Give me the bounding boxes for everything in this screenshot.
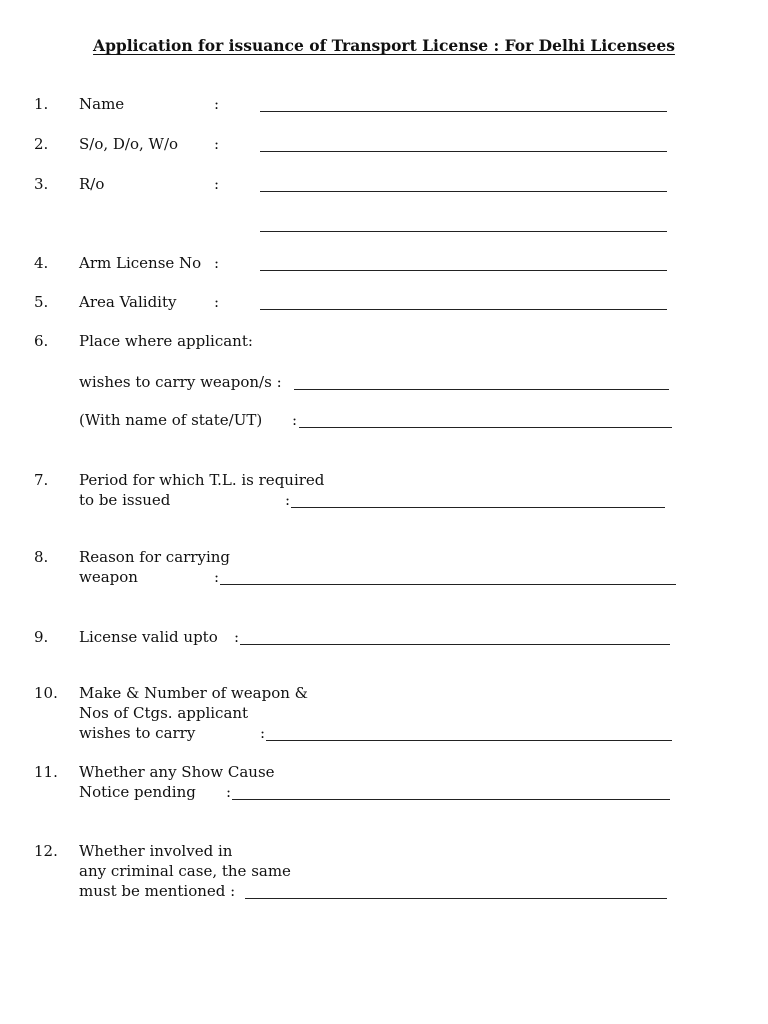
item-label-residence: R/o [79, 175, 105, 193]
item-label-arm-license-no: Arm License No [79, 254, 202, 272]
item-number: 4. [34, 254, 49, 272]
item-label-criminal-case-line-3: must be mentioned : [79, 882, 236, 900]
item-label-relation: S/o, D/o, W/o [79, 135, 179, 153]
item-label-make-number: Make & Number of weapon & [79, 684, 309, 702]
colon: : [285, 491, 291, 509]
item-number: 11. [34, 763, 58, 781]
item-number: 2. [34, 135, 49, 153]
make-number-field[interactable] [266, 740, 672, 741]
form-title: Application for issuance of Transport License : For Delhi Licensees [93, 36, 675, 55]
colon: : [214, 175, 220, 193]
residence-field[interactable] [260, 191, 667, 192]
license-valid-field[interactable] [240, 644, 670, 645]
item-label-name: Name [79, 95, 125, 113]
item-label-area-validity: Area Validity [79, 293, 177, 311]
item-label-make-number-line-3: wishes to carry [79, 724, 196, 742]
item-number: 3. [34, 175, 49, 193]
name-field[interactable] [260, 111, 667, 112]
item-label-place-line-3: (With name of state/UT) [79, 411, 263, 429]
show-cause-field[interactable] [232, 799, 670, 800]
item-number: 7. [34, 471, 49, 489]
item-label-show-cause: Whether any Show Cause [79, 763, 275, 781]
colon: : [226, 783, 232, 801]
colon: : [214, 568, 220, 586]
item-label-reason-line-2: weapon [79, 568, 138, 586]
reason-field[interactable] [220, 584, 676, 585]
item-label-place-line-2: wishes to carry weapon/s : [79, 373, 282, 391]
arm-license-field[interactable] [260, 270, 667, 271]
item-label-reason: Reason for carrying [79, 548, 231, 566]
colon: : [214, 95, 220, 113]
item-label-criminal-case: Whether involved in [79, 842, 233, 860]
residence-field-line-2[interactable] [260, 231, 667, 232]
place-field[interactable] [294, 389, 669, 390]
colon: : [292, 411, 298, 429]
period-field[interactable] [291, 507, 665, 508]
item-label-show-cause-line-2: Notice pending [79, 783, 196, 801]
item-label-place: Place where applicant: [79, 332, 253, 350]
item-label-period-line-2: to be issued [79, 491, 171, 509]
item-label-license-valid-upto: License valid upto [79, 628, 218, 646]
colon: : [214, 135, 220, 153]
item-number: 12. [34, 842, 58, 860]
colon: : [214, 254, 220, 272]
area-validity-field[interactable] [260, 309, 667, 310]
item-number: 9. [34, 628, 49, 646]
item-label-criminal-case-line-2: any criminal case, the same [79, 862, 291, 880]
relation-field[interactable] [260, 151, 667, 152]
colon: : [260, 724, 266, 742]
item-label-make-number-line-2: Nos of Ctgs. applicant [79, 704, 249, 722]
item-number: 1. [34, 95, 49, 113]
item-number: 10. [34, 684, 58, 702]
colon: : [214, 293, 220, 311]
item-number: 6. [34, 332, 49, 350]
item-number: 8. [34, 548, 49, 566]
state-ut-field[interactable] [299, 427, 672, 428]
colon: : [234, 628, 240, 646]
criminal-case-field[interactable] [245, 898, 667, 899]
item-number: 5. [34, 293, 49, 311]
item-label-period: Period for which T.L. is required [79, 471, 325, 489]
